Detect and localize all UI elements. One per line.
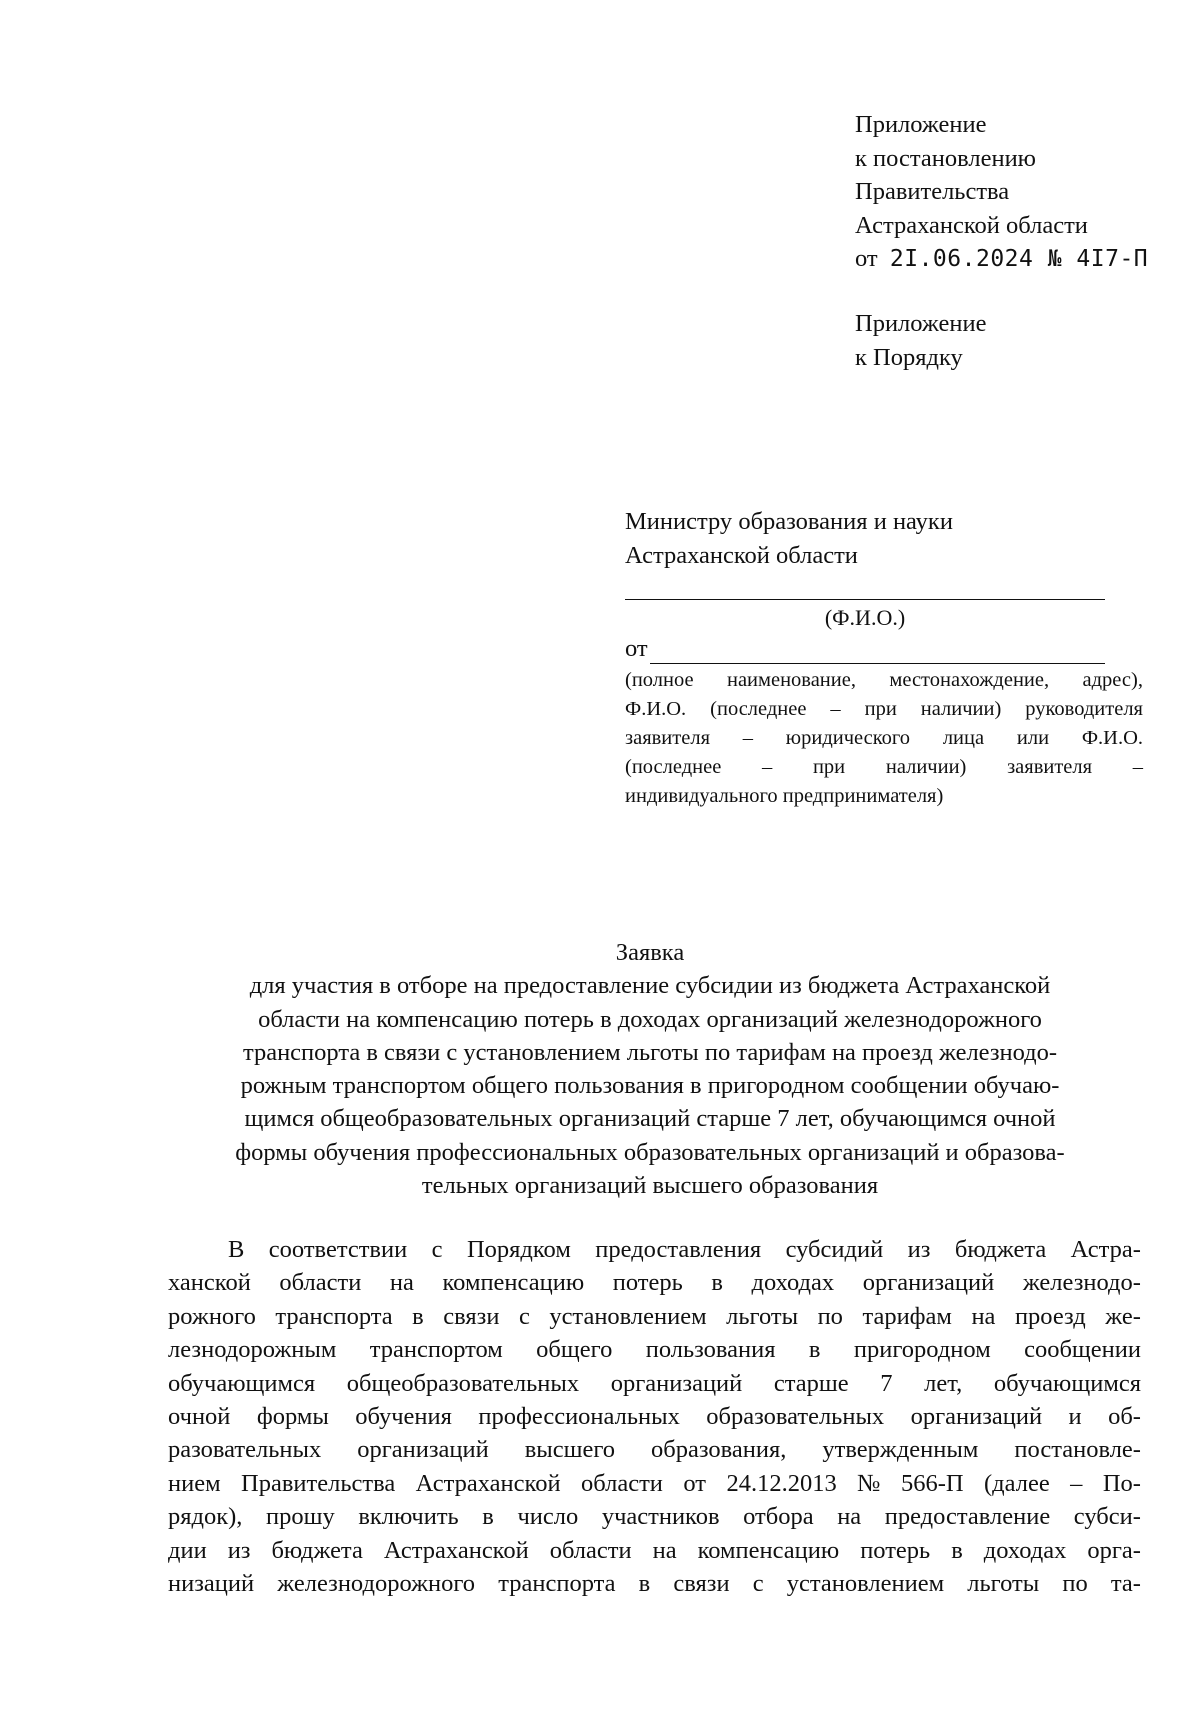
title-line: для участия в отборе на предоставление субсидии из бюджета Астраханской bbox=[249, 972, 1051, 1000]
date-number-stamp: 2I.06.2024 № 4I7-П bbox=[889, 246, 1149, 272]
addressee-word: и bbox=[873, 508, 887, 535]
from-caption-line: (последнее – при наличии) заявителя – bbox=[625, 756, 1143, 778]
appendix-date-line bbox=[855, 242, 1185, 277]
body-line: лезнодорожным транспортом общего пользования в пригородном сообщении bbox=[168, 1336, 1141, 1364]
fio-blank-line bbox=[625, 599, 1105, 600]
title-line: щимся общеобразовательных организаций старше 7 лет, обучающимся очной bbox=[244, 1105, 1056, 1133]
appendix-line: к постановлению bbox=[855, 144, 1036, 172]
title-line: формы обучения профессиональных образовательных организаций и образова- bbox=[235, 1138, 1065, 1166]
addressee-word: образования bbox=[738, 508, 868, 535]
body-line: рожного транспорта в связи с установлением льготы по тарифам на проезд же- bbox=[168, 1302, 1141, 1330]
body-line: обучающимся общеобразовательных организаций старше 7 лет, обучающимся bbox=[168, 1369, 1141, 1397]
body-line: нием Правительства Астраханской области от 24.12.2013 № 566-П (далее – По- bbox=[168, 1469, 1141, 1497]
body-line: ханской области на компенсацию потерь в доходах организаций железнодо- bbox=[168, 1269, 1141, 1297]
body-paragraph bbox=[168, 1233, 1141, 1600]
title-line: тельных организаций высшего образования bbox=[421, 1172, 879, 1200]
appendix-resolution-block bbox=[855, 108, 1185, 277]
body-line: рядок), прошу включить в число участников отбора на предоставление субси- bbox=[168, 1503, 1141, 1531]
application-heading: Заявка bbox=[615, 939, 685, 966]
from-blank-line bbox=[650, 639, 1105, 664]
from-caption-line: Ф.И.О. (последнее – при наличии) руководителя bbox=[625, 698, 1143, 720]
appendix-line: Приложение bbox=[855, 111, 987, 138]
addressee-line-1 bbox=[625, 505, 1143, 539]
appendix2-line: к Порядку bbox=[855, 343, 963, 371]
date-prefix: от bbox=[855, 245, 878, 272]
from-caption-line: индивидуального предпринимателя) bbox=[625, 785, 944, 807]
appendix-line: Астраханской области bbox=[855, 211, 1088, 239]
appendix2-line: Приложение bbox=[855, 310, 987, 337]
addressee-word: науки bbox=[892, 508, 953, 535]
appendix-order-block bbox=[855, 307, 1185, 374]
from-word: от bbox=[625, 635, 648, 662]
title-line: рожным транспортом общего пользования в пригородном сообщении обучаю- bbox=[240, 1072, 1060, 1100]
body-line: разовательных организаций высшего образования, утвержденным постановле- bbox=[168, 1436, 1141, 1464]
body-line: низаций железнодорожного транспорта в связи с установлением льготы по та- bbox=[168, 1570, 1141, 1598]
fio-caption: (Ф.И.О.) bbox=[824, 605, 906, 630]
from-row bbox=[625, 634, 1105, 664]
from-caption-block bbox=[625, 666, 1143, 811]
body-line: очной формы обучения профессиональных образовательных организаций и об- bbox=[168, 1403, 1141, 1431]
addressee-line-2: Астраханской области bbox=[625, 541, 858, 569]
from-caption-line: заявителя – юридического лица или Ф.И.О. bbox=[625, 727, 1143, 749]
body-line: В соответствии с Порядком предоставления субсидий из бюджета Астра- bbox=[228, 1236, 1141, 1263]
application-title-block bbox=[170, 936, 1130, 1202]
title-line: транспорта в связи с установлением льготы по тарифам на проезд железнодо- bbox=[242, 1038, 1058, 1066]
title-line: области на компенсацию потерь в доходах организаций железнодорожного bbox=[258, 1005, 1042, 1033]
appendix-line: Правительства bbox=[855, 178, 1010, 205]
from-caption-line: (полное наименование, местонахождение, адрес), bbox=[625, 669, 1143, 691]
addressee-block bbox=[625, 505, 1143, 572]
addressee-word: Министру bbox=[625, 508, 733, 535]
body-line: дии из бюджета Астраханской области на компенсацию потерь в доходах орга- bbox=[168, 1536, 1141, 1564]
